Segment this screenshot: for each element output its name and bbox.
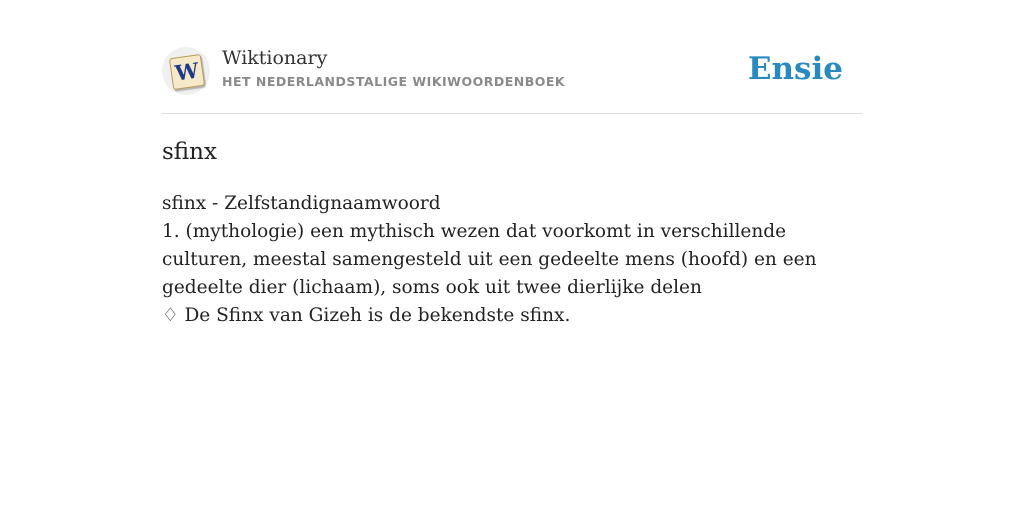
- entry-body: [162, 190, 862, 330]
- header: [162, 0, 862, 114]
- logo-tile: [169, 54, 205, 90]
- word-title: sfinx: [162, 139, 217, 165]
- logo-letter: W: [173, 57, 201, 86]
- site-tagline: HET NEDERLANDSTALIGE WIKIWOORDENBOEK: [222, 74, 566, 89]
- entry-heading: sfinx - Zelfstandignaamwoord: [162, 193, 441, 214]
- ensie-brand-link[interactable]: Ensie: [747, 51, 843, 87]
- entry-example: ♢ De Sfinx van Gizeh is de bekendste sfinx.: [162, 305, 571, 326]
- wiktionary-logo-icon[interactable]: [162, 47, 210, 95]
- page-container: [162, 0, 862, 326]
- site-name[interactable]: Wiktionary: [222, 47, 328, 69]
- entry-definition: 1. (mythologie) een mythisch wezen dat voorkomt in verschillende culturen, meestal samengesteld uit een gedeelte mens (hoofd) en een gedeelte dier (lichaam), soms ook uit twee dierlijke delen: [162, 221, 817, 298]
